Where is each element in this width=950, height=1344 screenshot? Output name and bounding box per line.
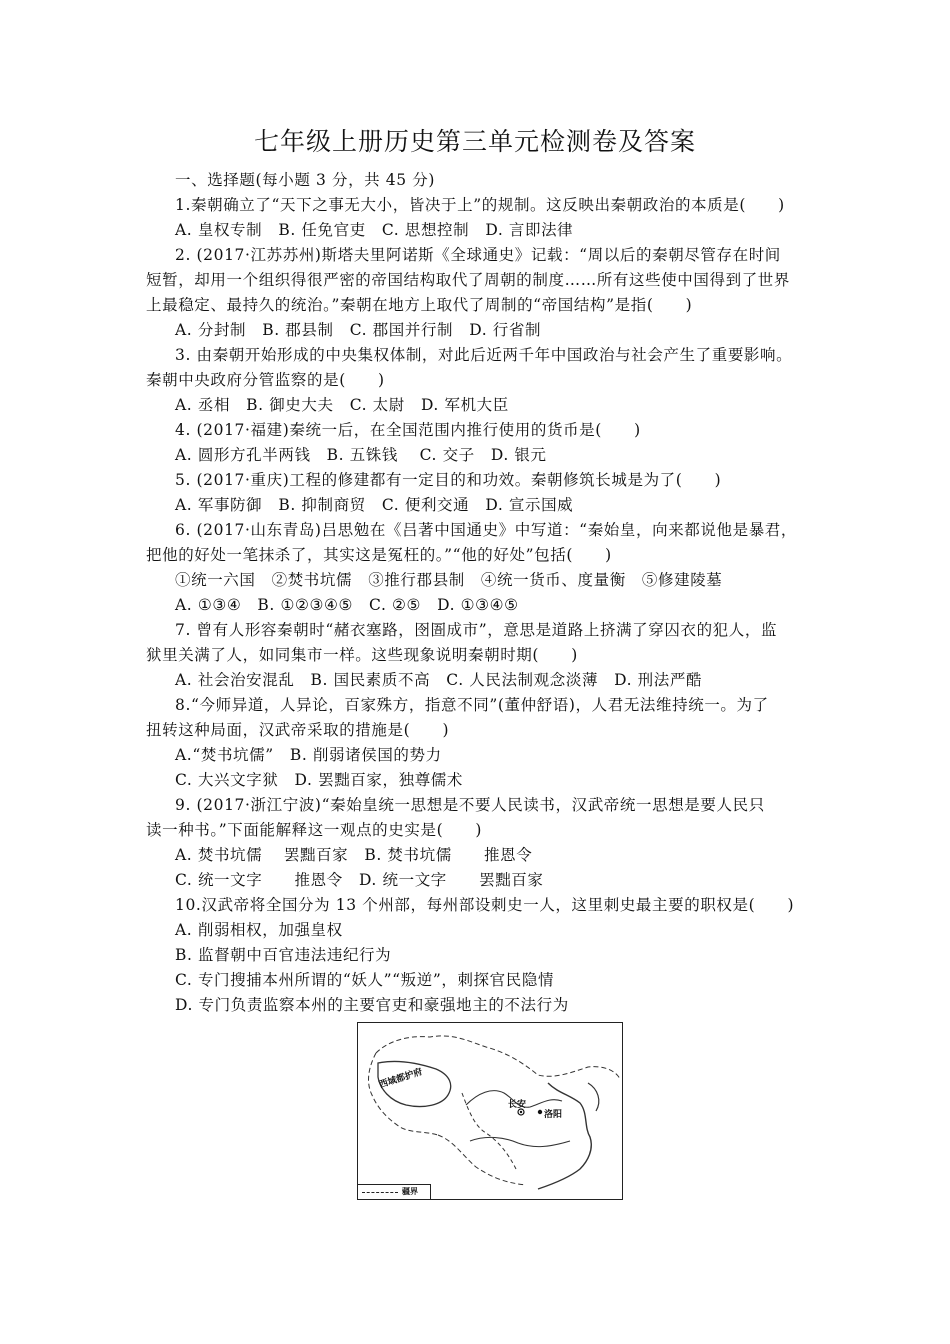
q8-stem-2: 扭转这种局面，汉武帝采取的措施是( ): [146, 721, 450, 739]
q9-stem-2: 读一种书。”下面能解释这一观点的史实是( ): [146, 821, 483, 839]
q5-stem: 5. (2017·重庆)工程的修建都有一定目的和功效。秦朝修筑长城是为了( ): [175, 471, 722, 489]
q2-stem-3: 上最稳定、最持久的统治。”秦朝在地方上取代了周制的“帝国结构”是指( ): [146, 296, 693, 314]
q10-option-b: B. 监督朝中百官违法违纪行为: [175, 946, 392, 964]
q10-option-d: D. 专门负责监察本州的主要官吏和豪强地主的不法行为: [175, 996, 569, 1014]
q8-options-cd: C. 大兴文字狱 D. 罢黜百家，独尊儒术: [175, 771, 463, 789]
q2-stem-1: 2. (2017·江苏苏州)斯塔夫里阿诺斯《全球通史》记载：“周以后的秦朝尽管存在时间: [175, 246, 781, 264]
luoyang-marker: [538, 1110, 542, 1114]
q6-stem-2: 把他的好处一笔抹杀了，其实这是冤枉的。”“他的好处”包括( ): [146, 546, 612, 564]
han-dynasty-map: [357, 1022, 623, 1200]
city-label-changan: 长安: [508, 1100, 527, 1110]
border-line-south: [438, 1135, 526, 1185]
q1-options: A. 皇权专制 B. 任免官吏 C. 思想控制 D. 言即法律: [175, 221, 574, 239]
q1-stem: 1.秦朝确立了“天下之事无大小，皆决于上”的规制。这反映出秦朝政治的本质是( ): [175, 196, 785, 214]
legend-label: 疆界: [402, 1187, 418, 1196]
q8-stem-1: 8.“今师异道，人异论，百家殊方，指意不同”(董仲舒语)，人君无法维持统一。为了: [175, 696, 769, 714]
section-heading: 一、选择题(每小题 3 分，共 45 分): [175, 171, 435, 189]
q3-stem-2: 秦朝中央政府分管监察的是( ): [146, 371, 385, 389]
q6-items: ①统一六国 ②焚书坑儒 ③推行郡县制 ④统一货币、度量衡 ⑤修建陵墓: [175, 571, 723, 589]
map-legend: [358, 1184, 431, 1199]
q6-stem-1: 6. (2017·山东青岛)吕思勉在《吕著中国通史》中写道：“秦始皇，向来都说他是暴君，: [175, 521, 798, 539]
city-label-luoyang: 洛阳: [544, 1110, 563, 1120]
q8-options-ab: A.“焚书坑儒” B. 削弱诸侯国的势力: [175, 746, 442, 764]
q10-option-a: A. 削弱相权，加强皇权: [175, 921, 343, 939]
q9-options-cd: C. 统一文字 推恩令 D. 统一文字 罢黜百家: [175, 871, 544, 889]
border-line-west: [369, 1053, 438, 1135]
region-label-western: 西域都护府: [378, 1067, 424, 1091]
q9-options-ab: A. 焚书坑儒 罢黜百家 B. 焚书坑儒 推恩令: [175, 846, 533, 864]
q9-stem-1: 9. (2017·浙江宁波)“秦始皇统一思想是不要人民读书，汉武帝统一思想是要人民只: [175, 796, 765, 814]
q2-stem-2: 短暂，却用一个组织得很严密的帝国结构取代了周朝的制度……所有这些使中国得到了世界: [146, 271, 791, 289]
q6-options: A. ①③④ B. ①②③④⑤ C. ②⑤ D. ①③④⑤: [175, 596, 519, 614]
legend-dash: [362, 1192, 398, 1193]
q3-options: A. 丞相 B. 御史大夫 C. 太尉 D. 军机大臣: [175, 396, 509, 414]
q10-option-c: C. 专门搜捕本州所谓的“妖人”“叛逆”，刺探官民隐情: [175, 971, 555, 989]
map-drawing: [358, 1023, 623, 1200]
peninsula: [588, 1083, 599, 1111]
q4-stem: 4. (2017·福建)秦统一后，在全国范围内推行使用的货币是( ): [175, 421, 641, 439]
yangtze-river: [470, 1137, 570, 1146]
q7-stem-1: 7. 曾有人形容秦朝时“赭衣塞路，囹圄成市”，意思是道路上挤满了穿囚衣的犯人，监: [175, 621, 778, 639]
coastline: [538, 1083, 591, 1189]
q7-options: A. 社会治安混乱 B. 国民素质不高 C. 人民法制观念淡薄 D. 刑法严酷: [175, 671, 703, 689]
q5-options: A. 军事防御 B. 抑制商贸 C. 便利交通 D. 宣示国威: [175, 496, 574, 514]
q7-stem-2: 狱里关满了人，如同集市一样。这些现象说明秦朝时期( ): [146, 646, 578, 664]
q4-options: A. 圆形方孔半两钱 B. 五铢钱 C. 交子 D. 银元: [175, 446, 547, 464]
q2-options: A. 分封制 B. 郡县制 C. 郡国并行制 D. 行省制: [175, 321, 542, 339]
q10-stem: 10.汉武帝将全国分为 13 个州部，每州部设刺史一人，这里刺史最主要的职权是( ): [175, 896, 795, 914]
changan-dot: [520, 1111, 522, 1113]
q3-stem-1: 3. 由秦朝开始形成的中央集权体制，对此后近两千年中国政治与社会产生了重要影响。: [175, 346, 793, 364]
page-title: 七年级上册历史第三单元检测卷及答案: [253, 127, 696, 156]
